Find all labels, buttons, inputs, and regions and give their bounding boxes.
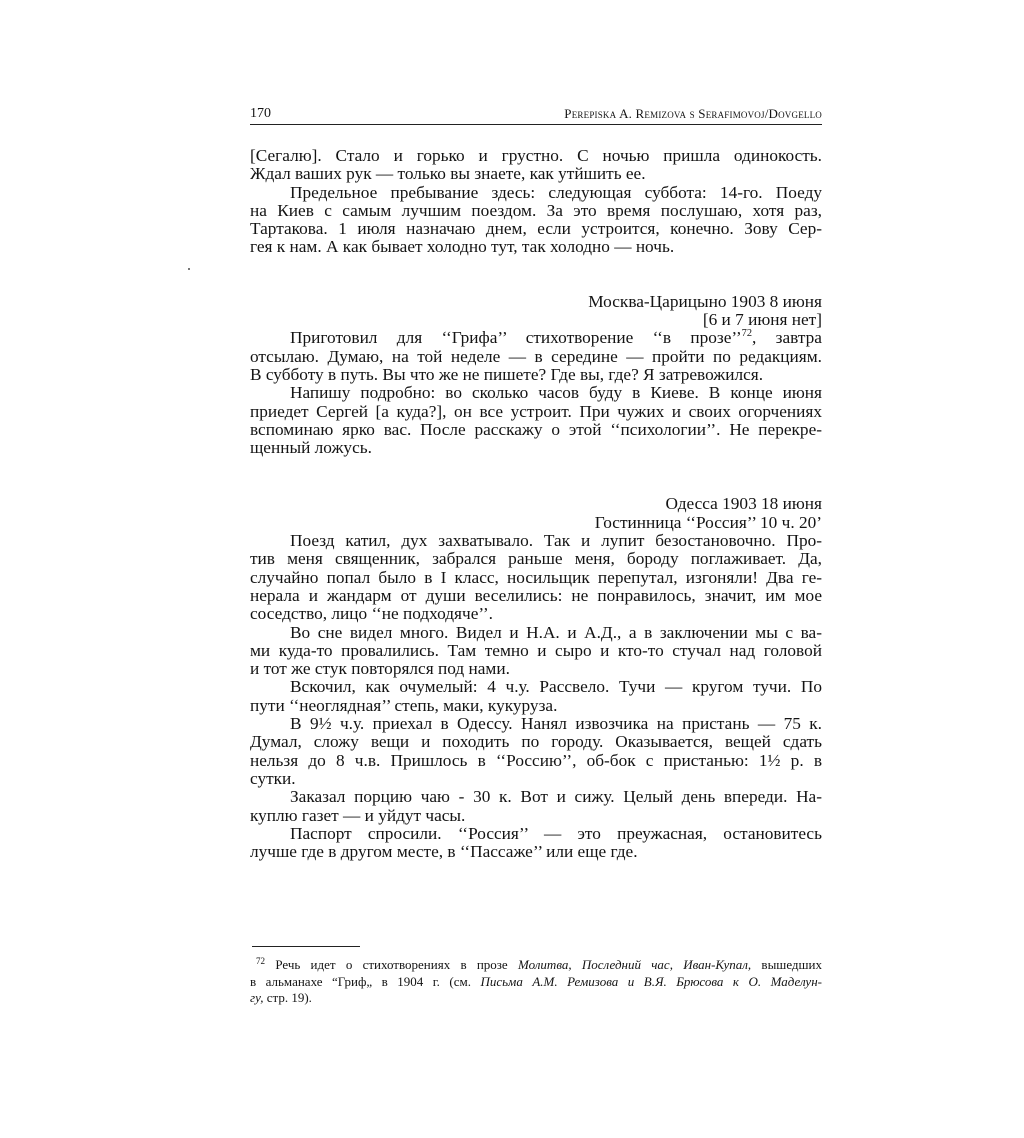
text-line: Думал, сложу вещи и походить по городу. Оказывается, вещей сдать <box>250 732 822 752</box>
scan-speck <box>188 268 190 270</box>
text-line: Вскочил, как очумелый: 4 ч.у. Рассвело. Тучи — кругом тучи. По <box>290 677 822 697</box>
footnote-line <box>250 974 822 991</box>
dateline-place-date: Одесса 1903 18 июня <box>665 494 822 514</box>
text-line: Во сне видел много. Видел и Н.А. и А.Д., а в заключении мы с ва- <box>290 622 822 642</box>
running-title: Perepiska A. Remizova s Serafimovoj/Dovgello <box>564 106 822 121</box>
text-line: сутки. <box>250 768 296 788</box>
paragraph-4 <box>250 384 822 457</box>
section-gap <box>250 457 822 495</box>
text-segment: Речь идет о стихотворениях в прозе <box>275 957 518 972</box>
text-line: случайно попал было в I класс, носильщик перепутал, изгоняли! Два ге- <box>250 567 822 587</box>
dateline-place-date: Москва-Царицыно 1903 8 июня <box>588 291 822 311</box>
paragraph-6 <box>250 624 822 679</box>
footnote-number: 72 <box>256 955 266 966</box>
footnote-line <box>250 957 822 974</box>
text-line: нельзя до 8 ч.в. Пришлось в ‘‘Россию’’, об-бок с пристанью: 1½ р. в <box>250 750 822 770</box>
footnote-ref[interactable]: 72 <box>741 328 752 340</box>
text-line: Поезд катил, дух захватывало. Так и лупит безостановочно. Про- <box>290 531 822 551</box>
dateline-moscow <box>250 293 822 330</box>
text-line: Напишу подробно: во сколько часов буду в Киеве. В конце июня <box>290 383 822 403</box>
italic-citation: Письма А.М. Ремизова и В.Я. Брюсова к О. Маделун- <box>480 973 822 989</box>
dateline-hotel: Гостинница ‘‘Россия’’ 10 ч. 20’ <box>594 512 822 532</box>
text-segment: , завтра <box>752 328 822 348</box>
text-line: куплю газет — и уйдут часы. <box>250 805 466 825</box>
text-line: Ждал ваших рук — только вы знаете, как утйшить ее. <box>250 164 646 184</box>
text-line: В 9½ ч.у. приехал в Одессу. Нанял извозчика на пристань — 75 к. <box>290 714 822 734</box>
text-line: лучше где в другом месте, в ‘‘Пассаже’’ или еще где. <box>250 842 638 862</box>
text-line: [Сегалю]. Стало и горько и грустно. С ночью пришла одинокость. <box>250 146 822 165</box>
text-line: пути ‘‘неоглядная’’ степь, маки, кукуруза. <box>250 695 558 715</box>
page-number: 170 <box>250 106 271 121</box>
text-line: тив меня священник, забрался раньше меня, бороду поглаживает. Да, <box>250 549 822 569</box>
text-line: Предельное пребывание здесь: следующая суббота: 14-го. Поеду <box>290 182 822 202</box>
text-line: отсылаю. Думаю, на той неделе — в середине — пройти по редакциям. <box>250 346 822 366</box>
paragraph-1 <box>250 147 822 184</box>
text-line: нерала и жандарм от души веселились: не понравилось, значит, им мое <box>250 585 822 605</box>
dateline-odessa <box>250 495 822 532</box>
italic-citation: гу, <box>250 990 264 1005</box>
paragraph-5 <box>250 532 822 623</box>
text-line: Паспорт спросили. ‘‘Россия’’ — это преужасная, остановитесь <box>290 823 822 843</box>
running-head <box>250 106 822 125</box>
text-line: на Киев с самым лучшим поездом. За это время послушаю, хотя раз, <box>250 200 822 220</box>
text-line: В субботу в путь. Вы что же не пишете? Где вы, где? Я затревожился. <box>250 364 764 384</box>
section-gap <box>250 257 822 293</box>
text-line: Заказал порцию чаю - 30 к. Вот и сижу. Целый день впереди. На- <box>290 787 822 807</box>
paragraph-9 <box>250 788 822 825</box>
text-line: соседство, лицо ‘‘не подходяче’’. <box>250 604 493 624</box>
paragraph-3 <box>250 329 822 384</box>
text-segment: вышедших <box>751 957 822 972</box>
dateline-note: [6 и 7 июня нет] <box>702 310 822 330</box>
text-line: гея к нам. А как бывает холодно тут, так холодно — ночь. <box>250 237 675 257</box>
footnote-line <box>250 990 822 1007</box>
letter-body <box>250 147 822 861</box>
text-line: ми куда-то провалились. Там темно и сыро и кто-то стучал над головой <box>250 640 822 660</box>
text-segment: в альманахе “Гриф„ в 1904 г. (см. <box>250 973 481 989</box>
text-line: и тот же стук повторялся под нами. <box>250 659 510 679</box>
text-line <box>250 329 822 347</box>
paragraph-7 <box>250 678 822 715</box>
text-line: приедет Сергей [а куда?], он все устроит. При чужих и своих огорчениях <box>250 401 822 421</box>
text-line: Тартакова. 1 июля назначаю днем, если устроится, конечно. Зову Сер- <box>250 219 822 239</box>
footnote-rule <box>252 946 360 947</box>
paragraph-2 <box>250 184 822 257</box>
text-segment: стр. 19). <box>263 990 312 1005</box>
italic-titles: Молитва, Последний час, Иван-Купал, <box>517 957 752 972</box>
text-line: щенный ложусь. <box>250 438 372 458</box>
footnote-72 <box>250 957 822 1007</box>
text-line: вспоминаю ярко вас. После расскажу о этой ‘‘психологии’’. Не перекре- <box>250 419 822 439</box>
paragraph-10 <box>250 825 822 862</box>
text-segment: Приготовил для ‘‘Грифа’’ стихотворение ‘‘в прозе’’ <box>290 328 742 348</box>
paragraph-8 <box>250 715 822 788</box>
